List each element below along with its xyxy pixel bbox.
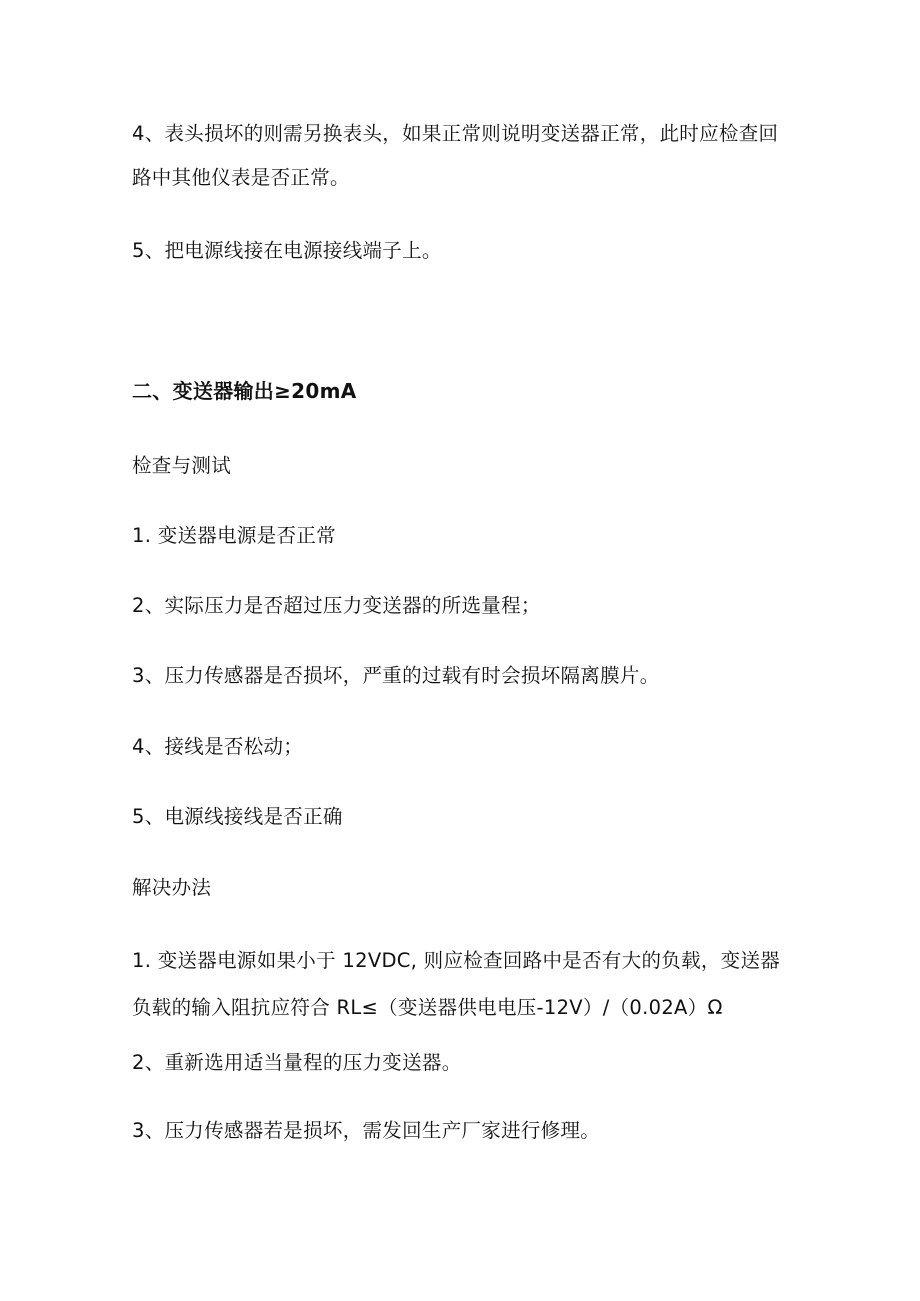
list-item: 1. 变送器电源如果小于 12VDC, 则应检查回路中是否有大的负载，变送器 xyxy=(132,949,781,972)
subheading-line: 检查与测试 xyxy=(132,454,232,477)
section-heading: 二、变送器输出≥20mA xyxy=(132,379,357,403)
list-item: 3、压力传感器是否损坏，严重的过载有时会损坏隔离膜片。 xyxy=(132,664,660,687)
subheading-line: 解决办法 xyxy=(132,876,212,899)
paragraph-line: 路中其他仪表是否正常。 xyxy=(132,166,350,189)
list-item: 2、实际压力是否超过压力变送器的所选量程； xyxy=(132,594,541,617)
list-item: 1. 变送器电源是否正常 xyxy=(132,524,336,547)
list-item: 5、电源线接线是否正确 xyxy=(132,805,343,828)
paragraph-line: 5、把电源线接在电源接线端子上。 xyxy=(132,239,442,262)
paragraph-line: 4、表头损坏的则需另换表头，如果正常则说明变送器正常，此时应检查回 xyxy=(132,122,779,145)
list-item: 3、压力传感器若是损坏，需发回生产厂家进行修理。 xyxy=(132,1119,601,1142)
list-item-continuation: 负载的输入阻抗应符合 RL≤（变送器供电电压-12V）/（0.02A）Ω xyxy=(132,996,723,1019)
list-item: 2、重新选用适当量程的压力变送器。 xyxy=(132,1051,462,1074)
list-item: 4、接线是否松动； xyxy=(132,735,304,758)
